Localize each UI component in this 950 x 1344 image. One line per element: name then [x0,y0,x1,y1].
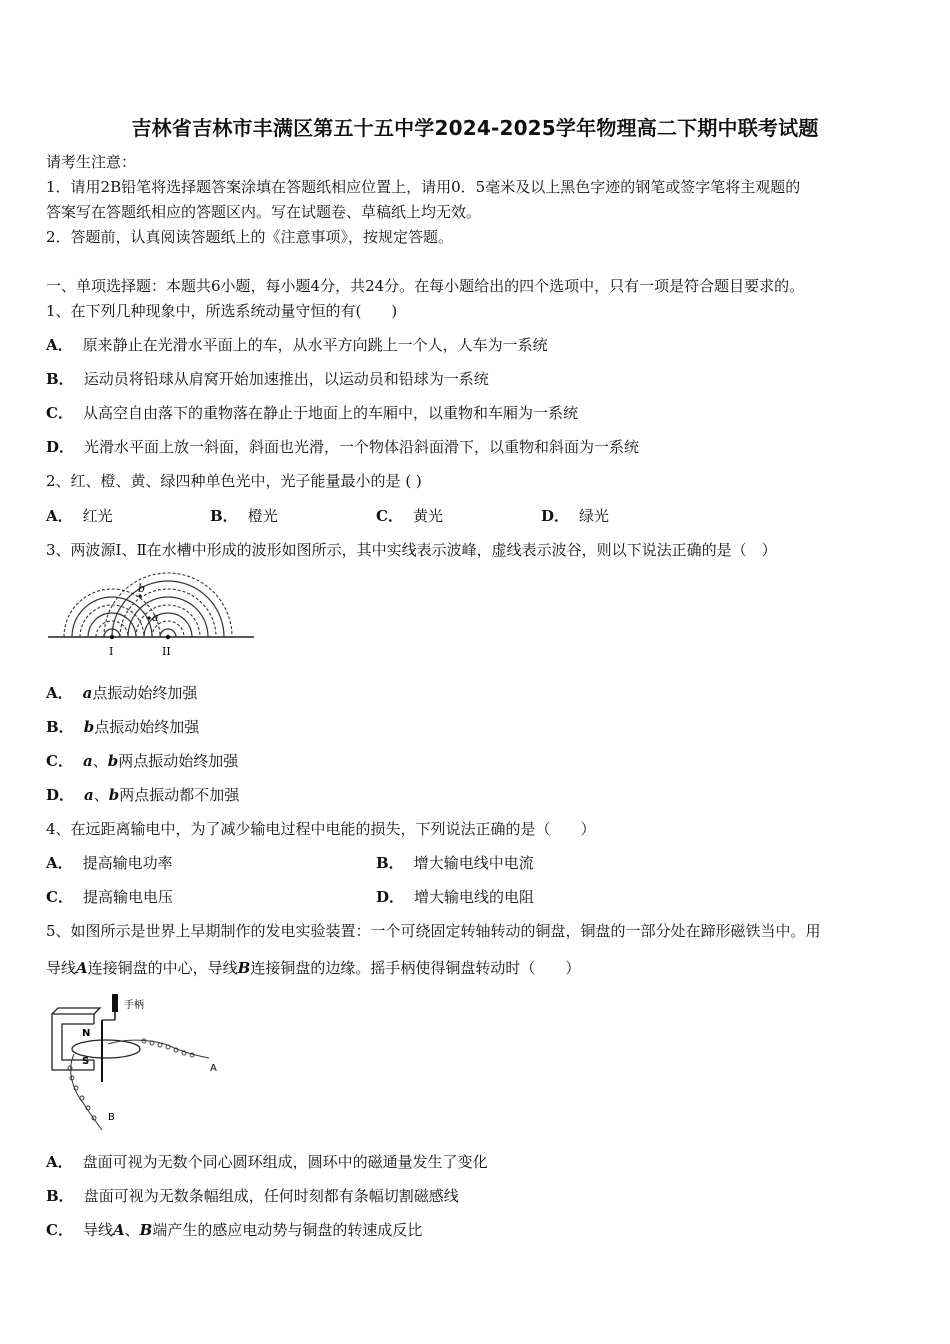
option-text: 两点振动都不加强 [119,786,240,804]
wire-a-label: A [112,1221,125,1239]
terminal-a-label: A [210,1063,217,1074]
q5-stem-line-2 [46,958,580,978]
q2-option-b [210,506,278,526]
stem-text: 连接铜盘的中心，导线 [87,959,238,977]
option-text: 运动员将铅球从肩窝开始加速推出，以运动员和铅球为一系统 [83,370,489,388]
option-label: C． [376,507,403,525]
copper-disk-generator-figure [44,992,234,1136]
handle-label: 手柄 [124,1000,144,1011]
q5-option-c [46,1220,422,1240]
option-text: 盘面可视为无数个同心圆环组成，圆环中的磁通量发生了变化 [82,1153,488,1171]
q1-option-c [46,403,578,423]
notice-line-2: 2．答题前，认真阅读答题纸上的《注意事项》，按规定答题。 [46,228,454,246]
variable-b: b [83,718,95,736]
option-label: C． [46,1221,73,1239]
option-text: 导线 [82,1221,113,1239]
notice-heading: 请考生注意： [46,153,137,171]
source-2-dot [166,635,170,639]
source-1-label: I [109,645,114,658]
q4-option-a [46,853,173,873]
source-1-dot [110,635,114,639]
horseshoe-magnet [52,1008,100,1070]
notice-line-1b: 答案写在答题纸相应的答题区内。写在试题卷、草稿纸上均无效。 [46,203,482,221]
option-text: 两点振动始终加强 [118,752,239,770]
notice-line-1: 1．请用2B铅笔将选择题答案涂填在答题纸相应位置上，请用0．5毫米及以上黑色字迹的钢笔或签字笔将主观题的 [46,178,801,196]
option-label: C． [46,404,73,422]
option-text: 橙光 [247,507,278,525]
option-text: 增大输电线的电阻 [414,888,535,906]
variable-b: b [107,752,119,770]
option-label: B． [46,1187,74,1205]
option-label: D． [46,786,75,804]
option-label: B． [46,370,74,388]
q2-option-c [376,506,443,526]
q3-option-c [46,751,238,771]
q5-option-b [46,1186,459,1206]
option-label: B． [376,854,404,872]
option-text: 光滑水平面上放一斜面，斜面也光滑，一个物体沿斜面滑下，以重物和斜面为一系统 [84,438,640,456]
option-label: C． [46,752,73,770]
q3-option-a [46,683,197,703]
wire-a-label: A [76,959,88,977]
option-label: A． [46,854,73,872]
q1-option-b [46,369,489,389]
q1-stem: 1、在下列几种现象中，所选系统动量守恒的有( ) [46,302,398,320]
option-label: A． [46,1153,73,1171]
section-1-heading: 一、单项选择题：本题共6小题，每小题4分，共24分。在每小题给出的四个选项中，只有一项是符合题目要求的。 [46,277,805,295]
q1-option-d [46,437,639,457]
separator: 、 [93,786,109,804]
point-a-dot [147,616,150,619]
option-label: D． [376,888,405,906]
separator: 、 [124,1221,140,1239]
option-text: 绿光 [579,507,610,525]
option-label: B． [46,718,74,736]
q5-option-a [46,1152,488,1172]
option-text: 提高输电电压 [82,888,173,906]
option-text: 红光 [82,507,113,525]
q4-stem: 4、在远距离输电中，为了减少输电过程中电能的损失，下列说法正确的是（ ） [46,820,596,838]
page-title: 吉林省吉林市丰满区第五十五中学2024-2025学年物理高二下期中联考试题 [131,116,819,140]
option-label: D． [46,438,75,456]
option-text: 从高空自由落下的重物落在静止于地面上的车厢中，以重物和车厢为一系统 [82,404,578,422]
handle-grip [112,994,118,1012]
q3-option-d [46,785,239,805]
variable-a: a [82,752,93,770]
option-label: A． [46,684,73,702]
option-text: 黄光 [412,507,443,525]
terminal-b-label: B [108,1112,115,1123]
option-text: 增大输电线中电流 [413,854,534,872]
wire-b-label: B [139,1221,153,1239]
option-text: 原来静止在光滑水平面上的车，从水平方向跳上一个人，人车为一系统 [82,336,548,354]
wire-b-label: B [237,959,251,977]
point-b-label: b [138,582,146,595]
stem-text: 连接铜盘的边缘。摇手柄使得铜盘转动时（ ） [250,959,581,977]
q4-option-b [376,853,534,873]
q3-option-b [46,717,199,737]
north-pole-label: N [82,1028,91,1039]
source-2-label: II [162,645,171,658]
option-text: 端产生的感应电动势与铜盘的转速成反比 [152,1221,423,1239]
option-text: 提高输电功率 [82,854,173,872]
q3-stem: 3、两波源Ⅰ、Ⅱ在水槽中形成的波形如图所示，其中实线表示波峰，虚线表示波谷，则以下说法正确的是（ ） [46,541,777,559]
variable-a: a [82,684,93,702]
stem-text: 导线 [46,959,77,977]
option-label: A． [46,336,73,354]
point-a-label: a [152,611,159,624]
separator: 、 [92,752,108,770]
q4-option-c [46,887,173,907]
q1-option-a [46,335,548,355]
option-text: 点振动始终加强 [94,718,200,736]
option-label: A． [46,507,73,525]
option-text: 盘面可视为无数条幅组成，任何时刻都有条幅切割磁感线 [83,1187,459,1205]
option-label: C． [46,888,73,906]
q2-option-a [46,506,113,526]
q4-option-d [376,887,534,907]
option-text: 点振动始终加强 [92,684,198,702]
variable-b: b [108,786,120,804]
source-2-trough-2 [136,605,200,637]
wave-interference-figure [46,570,258,662]
q5-stem: 5、如图所示是世界上早期制作的发电实验装置：一个可绕固定转轴转动的铜盘，铜盘的一部分处在蹄形磁铁当中。用 [46,922,821,940]
option-label: B． [210,507,238,525]
south-pole-label: S [82,1056,90,1067]
source-2-crest-3 [128,597,208,637]
q2-stem: 2、红、橙、黄、绿四种单色光中，光子能量最小的是 ( ) [46,472,422,490]
variable-a: a [84,786,94,804]
q2-option-d [541,506,609,526]
copper-disk [72,1040,140,1058]
option-label: D． [541,507,570,525]
